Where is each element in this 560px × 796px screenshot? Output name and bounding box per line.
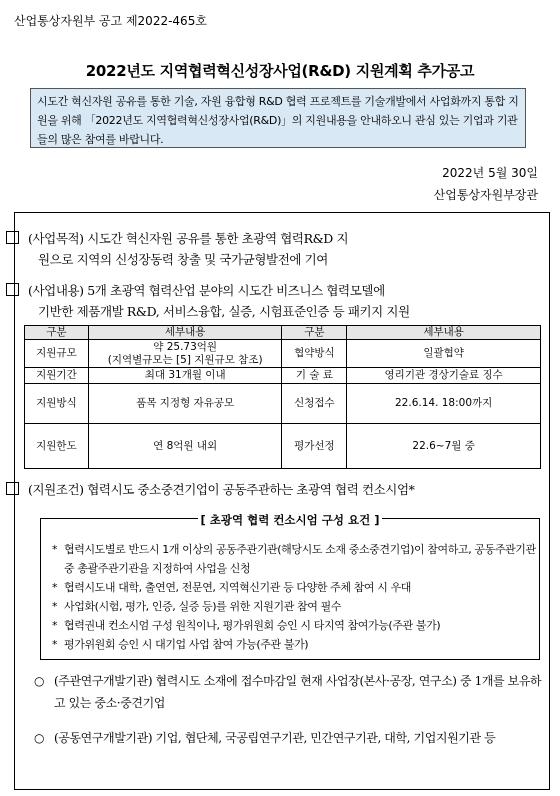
requirement-text: 협력권내 컨소시엄 구성 원칙이나, 평가위원회 승인 시 타지역 참여가능(주관 불가)	[64, 619, 441, 632]
table-cell-key: 평가선정	[282, 424, 347, 469]
notice-number: 산업통상자원부 공고 제2022-465호	[14, 14, 207, 28]
lead-institution-text: (주관연구개발기관) 협력시도 소재에 접수마감일 현재 사업장(본사·공장, 연구소) 중 1개를 보유하고 있는 중소·중견기업	[54, 674, 542, 710]
content-line-2: 기반한 제품개발 R&D, 서비스융합, 실증, 시험표준인증 등 패키지 지원	[38, 304, 410, 319]
section-purpose	[28, 228, 538, 270]
asterisk-icon: *	[52, 638, 58, 651]
page-title: 2022년도 지역협력혁신성장사업(R&D) 지원계획 추가공고	[85, 62, 475, 80]
table-cell-value: 연 8억원 내외	[88, 424, 282, 469]
section-condition	[28, 479, 543, 500]
table-cell-value	[88, 340, 282, 368]
circle-bullet-icon: ○	[34, 674, 45, 688]
table-cell-key: 협약방식	[282, 340, 347, 368]
condition-text: (지원조건) 협력시도 중소중견기업이 공동주관하는 초광역 협력 컨소시엄*	[28, 482, 415, 497]
table-header-cell: 세부내용	[347, 326, 541, 340]
requirement-text: 협력시도별로 반드시 1개 이상의 공동주관기관(해당시도 소재 중소중견기업)이 참여하고, 공동주관기관 중 총괄주관기관을 지정하여 사업을 신청	[64, 543, 536, 575]
list-item	[52, 597, 537, 616]
table-header-cell: 구분	[25, 326, 89, 340]
table-cell-key: 지원방식	[25, 384, 89, 424]
requirements-title	[40, 512, 540, 528]
table-cell-value: 품목 지정형 자유공모	[88, 384, 282, 424]
asterisk-icon: *	[52, 600, 58, 613]
circle-bullet-icon: ○	[34, 731, 45, 745]
section-content	[28, 280, 538, 322]
table-header-cell: 구분	[282, 326, 347, 340]
table-cell-value: 최대 31개월 이내	[88, 368, 282, 384]
asterisk-icon: *	[52, 581, 58, 594]
summary-box: 시도간 혁신자원 공유를 통한 기술, 자원 융합형 R&D 협력 프로젝트를 기술개발에서 사업화까지 통합 지원을 위해 「2022년도 지역협력혁신성장사업(R&D)」의 지원내용을 안내하오니 관심 있는 기업과 기관들의 많은 참여를 바랍니다.	[30, 88, 526, 148]
table-row	[25, 340, 541, 368]
joint-institution	[34, 727, 544, 749]
list-item	[52, 578, 537, 597]
table-cell-value: 일괄협약	[347, 340, 541, 368]
table-row	[25, 368, 541, 384]
support-scale-amount: 약 25.73억원	[153, 340, 218, 353]
support-scale-note: (지역별규모는 [5] 지원규모 참조)	[107, 353, 263, 366]
list-item	[52, 635, 537, 654]
content-line-1: (사업내용) 5개 초광역 협력산업 분야의 시도간 비즈니스 협력모델에	[28, 283, 385, 298]
requirements-list	[52, 540, 537, 654]
table-row	[25, 384, 541, 424]
issuing-org: 산업통상자원부장관	[433, 188, 538, 202]
table-header-row	[25, 326, 541, 340]
requirement-text: 사업화(시험, 평가, 인증, 실증 등)를 위한 지원기관 참여 필수	[64, 600, 342, 613]
joint-institution-text: (공동연구개발기관) 기업, 협단체, 국공립연구기관, 민간연구기관, 대학, 기업지원기관 등	[54, 731, 496, 745]
table-cell-key: 기 술 료	[282, 368, 347, 384]
lead-institution	[34, 670, 544, 714]
list-item	[52, 616, 537, 635]
requirement-text: 평가위원회 승인 시 대기업 사업 참여 가능(주관 불가)	[64, 638, 309, 651]
table-cell-value: 22.6.14. 18:00까지	[347, 384, 541, 424]
checkbox-square-icon	[6, 482, 19, 495]
table-header-cell: 세부내용	[88, 326, 282, 340]
requirement-text: 협력시도내 대학, 출연연, 전문연, 지역혁신기관 등 다양한 주체 참여 시 우대	[64, 581, 412, 594]
asterisk-icon: *	[52, 619, 58, 632]
purpose-line-2: 원으로 지역의 신성장동력 창출 및 국가균형발전에 기여	[38, 252, 328, 267]
support-info-table	[24, 325, 541, 469]
purpose-line-1: (사업목적) 시도간 혁신자원 공유를 통한 초광역 협력R&D 지	[28, 231, 349, 246]
asterisk-icon: *	[52, 543, 58, 556]
table-row	[25, 424, 541, 469]
table-cell-key: 지원규모	[25, 340, 89, 368]
table-cell-key: 지원기간	[25, 368, 89, 384]
requirements-title-text: [ 초광역 협력 컨소시엄 구성 요건 ]	[198, 513, 383, 527]
notice-date: 2022년 5월 30일	[442, 166, 538, 180]
table-cell-value: 영리기관 경상기술료 징수	[347, 368, 541, 384]
checkbox-square-icon	[6, 283, 19, 296]
table-cell-value: 22.6~7월 중	[347, 424, 541, 469]
list-item	[52, 540, 537, 578]
table-cell-key: 지원한도	[25, 424, 89, 469]
table-cell-key: 신청접수	[282, 384, 347, 424]
checkbox-square-icon	[6, 231, 19, 244]
